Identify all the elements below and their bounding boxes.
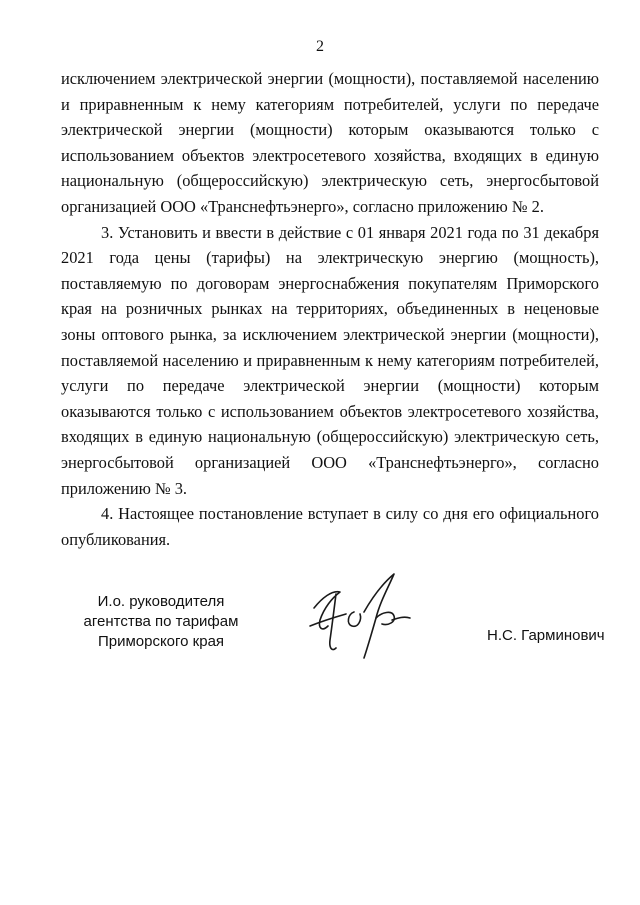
signer-title-line: Приморского края: [97, 633, 225, 650]
paragraph-continuation: исключением электрической энергии (мощности), поставляемой населению и приравненным к нему категориям потребителей, услуги по передаче электрической энергии (мощности) которым оказываются только с использованием объектов электросетевого хозяйства, входящих в единую национальную (общероссийскую) электрическую сеть, энергосбытовой организацией ООО «Транснефтьэнерго», согласно приложению № 2.: [61, 69, 599, 216]
paragraph-4: 4. Настоящее постановление вступает в силу со дня его официального опубликования.: [61, 504, 599, 549]
handwritten-signature: [302, 568, 422, 664]
signer-title: [76, 592, 246, 652]
paragraph-3: 3. Установить и ввести в действие с 01 января 2021 года по 31 декабря 2021 года цены (тарифы) на электрическую энергию (мощность), поставляемую по договорам энергоснабжения покупателям Приморского края на розничных рынках на территориях, объединенных в неценовые зоны оптового рынка, за исключением электрической энергии (мощности), поставляемой населению и приравненным к нему категориям потребителей, услуги по передаче электрической энергии (мощности) которым оказываются только с использованием объектов электросетевого хозяйства, входящих в единую национальную (общероссийскую) электрическую сеть, энергосбытовой организацией ООО «Транснефтьэнерго», согласно приложению № 3.: [61, 222, 599, 498]
signer-name: Н.С. Гарминович: [487, 627, 605, 644]
signer-title-line: И.о. руководителя: [97, 593, 225, 610]
document-body: [61, 66, 599, 552]
signer-title-line: агентства по тарифам: [83, 613, 239, 630]
page-number: 2: [316, 38, 324, 55]
